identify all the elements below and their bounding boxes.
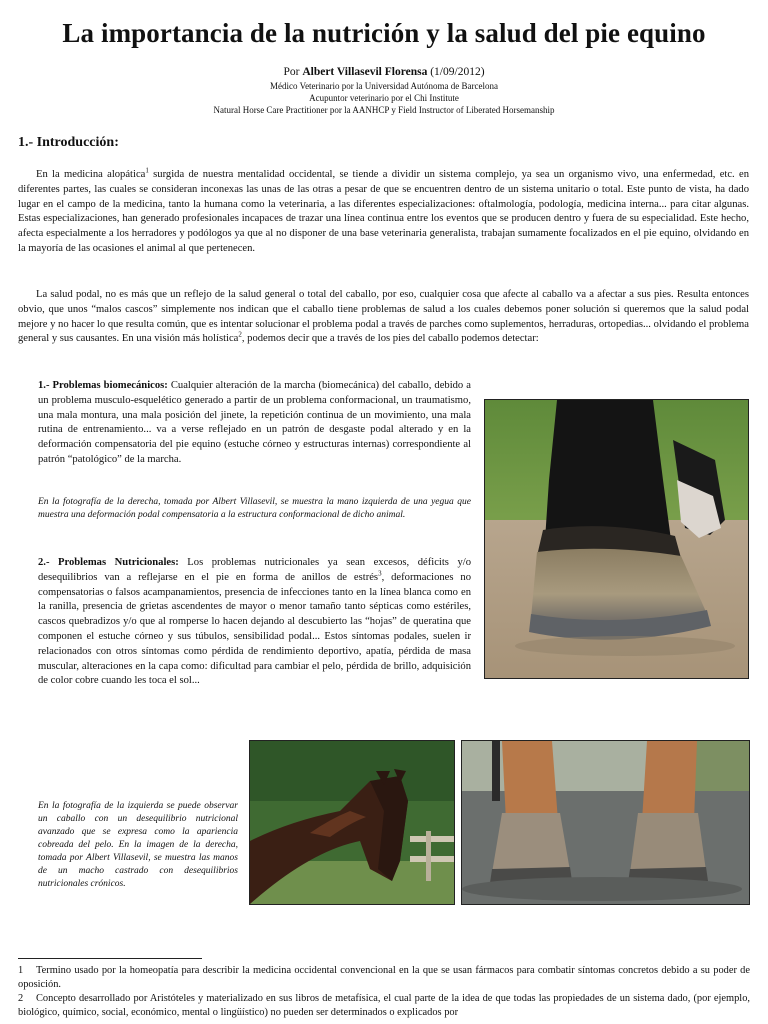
footnote-2 xyxy=(18,992,750,1020)
intro-paragraph-2-text-a: La salud podal, no es más que un reflejo de la salud general o total del caballo, por eso, cualquier cosa que afecte al caballo va a afectar a sus pies. Resulta entonces obvio, que unos “malos cascos” simplemente nos indican que el caballo tiene problemas de salud a los cuales debemos poner solución si queremos que la salud podal mejore y no hacer lo que resulta común, que es intentar solucionar el problema podal a través de parches como suplementos, herraduras, ortopedias... olvidando el problema general y sus causantes. En una visión más holística xyxy=(18,289,749,345)
author-name: Albert Villasevil Florensa xyxy=(302,66,428,78)
intro-paragraph-2-text-b: , podemos decir que a través de los pies del caballo podemos detectar: xyxy=(241,333,539,345)
affiliation-3: Natural Horse Care Practitioner por la AANHCP y Field Instructor of Liberated Horsemanship xyxy=(213,105,555,115)
footnote-ref-3[interactable]: 3 xyxy=(378,569,382,578)
intro-paragraph-2 xyxy=(18,288,749,347)
item-nutricionales xyxy=(38,556,471,689)
footnote-ref-1[interactable]: 1 xyxy=(145,166,149,175)
item-nutricionales-label: 2.- Problemas Nutricionales: xyxy=(38,557,179,568)
footnote-2-text: Concepto desarrollado por Aristóteles y materializado en sus libros de metafísica, el cual parte de la idea de que todas las propiedades de un sistema dado, (por ejemplo, biológico, químico, social, económico, mental o lingüístico) no pueden ser determinados o explicados por xyxy=(18,993,750,1018)
intro-paragraph-1-text-b: surgida de nuestra mentalidad occidental, se tiende a dividir un sistema complejo, ya sea un organismo vivo, una enfermedad, etc. en diferentes partes, las cuales se consideran inconexas las unas de las otras a pesar de que se encuentren dentro de un sistema unitario o total. Este punto de vista, ha dado lugar en el campo de la medicina, tanto la humana como la veterinaria, a las diferentes especializaciones: oftalmología, podología, medicina interna... para citar algunas. Estas especializaciones, han generado profesionales incapaces de trazar una línea continua entre los eventos que se producen dentro y fuera de su especialidad. Este hecho, afecta especialmente a los herradores y podólogos ya que al no disponer de una base veterinaria generalista, trabajan sumamente focalizados en el pie equino, olvidando en la mayoría de las ocasiones el animal al que pertenecen. xyxy=(18,169,749,254)
byline-prefix: Por xyxy=(283,66,303,78)
intro-paragraph-1 xyxy=(18,168,749,257)
caption-hoof-photo: En la fotografía de la derecha, tomada por Albert Villasevil, se muestra la mano izquierda de una yegua que muestra una deformación podal compensatoria a la estructura conformacional de dicho animal. xyxy=(38,497,471,520)
chronic-hooves-photo xyxy=(461,740,750,905)
footnote-1-text: Termino usado por la homeopatía para describir la medicina occidental convencional en la que se usan fármacos para combatir síntomas concretos debido a su poder de oposición. xyxy=(18,965,750,990)
hoof-deformation-photo xyxy=(484,399,749,679)
copper-coat-horse-photo xyxy=(249,740,455,905)
item-biomecanicos xyxy=(38,379,471,468)
page-title: La importancia de la nutrición y la salud del pie equino xyxy=(62,18,706,48)
footnote-ref-2[interactable]: 2 xyxy=(238,330,242,339)
item-nutricionales-text-b: , deformaciones no compensatorias o falsos acampanamientos, presencia de infecciones tanto en la línea blanca como en la ranilla, presencia de grietas ascendentes de mayor o menor tamaño tanto sépticas como estériles, cascos quebradizos y/o que al romperse lo hacen dejando al descubierto las “hojas” de queratina que componen el estuche córneo y sus túbulos, sensibilidad podal... Estos síntomas podales, suelen ir relacionados con otros síntomas como pérdida de rendimiento deportivo, apatía, pérdida de masa muscular, alteraciones en la capa como: dificultad para cambiar el pelo, pérdida de brillo, adquisición de color cobre cuando les toca el sol... xyxy=(38,571,471,687)
affiliation-2: Acupuntor veterinario por el Chi Institute xyxy=(309,93,459,103)
section-heading-introduccion: 1.- Introducción: xyxy=(18,135,119,150)
item-biomecanicos-label: 1.- Problemas biomecánicos: xyxy=(38,380,168,391)
intro-paragraph-1-text-a: En la medicina alopática xyxy=(36,169,146,180)
caption-bottom-photos: En la fotografía de la izquierda se puede observar un caballo con un desequilibrio nutricional avanzado que se expresa como la apariencia cobreada del pelo. En la imagen de la derecha, tomada por Albert Villasevil, se muestra las manos de un macho castrado con desequilibrios nutricionales crónicos. xyxy=(38,801,238,889)
item-biomecanicos-text: Cualquier alteración de la marcha (biomecánica) del caballo, debido a un problema musculo-esquelético generado a partir de un problema conformacional, un traumatismo, una mala montura, una mala posición del jinete, la repetición continua de un movimiento, una mala rutina de entrenamiento... va a verse reflejado en un patrón de desgaste podal alterado y en la deformación compensatoria del pie equino (estuche córneo y estructuras internas) correspondiente al patrón “patológico” de la marcha. xyxy=(38,380,471,465)
item-nutricionales-text-a: Los problemas nutricionales ya sean excesos, déficits y/o desequilibrios van a reflejarse en el pie en forma de anillos de estrés xyxy=(38,557,471,583)
footnote-divider xyxy=(18,958,202,959)
affiliation-1: Médico Veterinario por la Universidad Autónoma de Barcelona xyxy=(269,81,498,91)
footnote-2-number: 2 xyxy=(18,993,24,1004)
footnote-1 xyxy=(18,964,750,992)
publish-date: (1/09/2012) xyxy=(427,66,485,78)
byline xyxy=(0,66,768,78)
footnote-1-number: 1 xyxy=(18,965,24,976)
